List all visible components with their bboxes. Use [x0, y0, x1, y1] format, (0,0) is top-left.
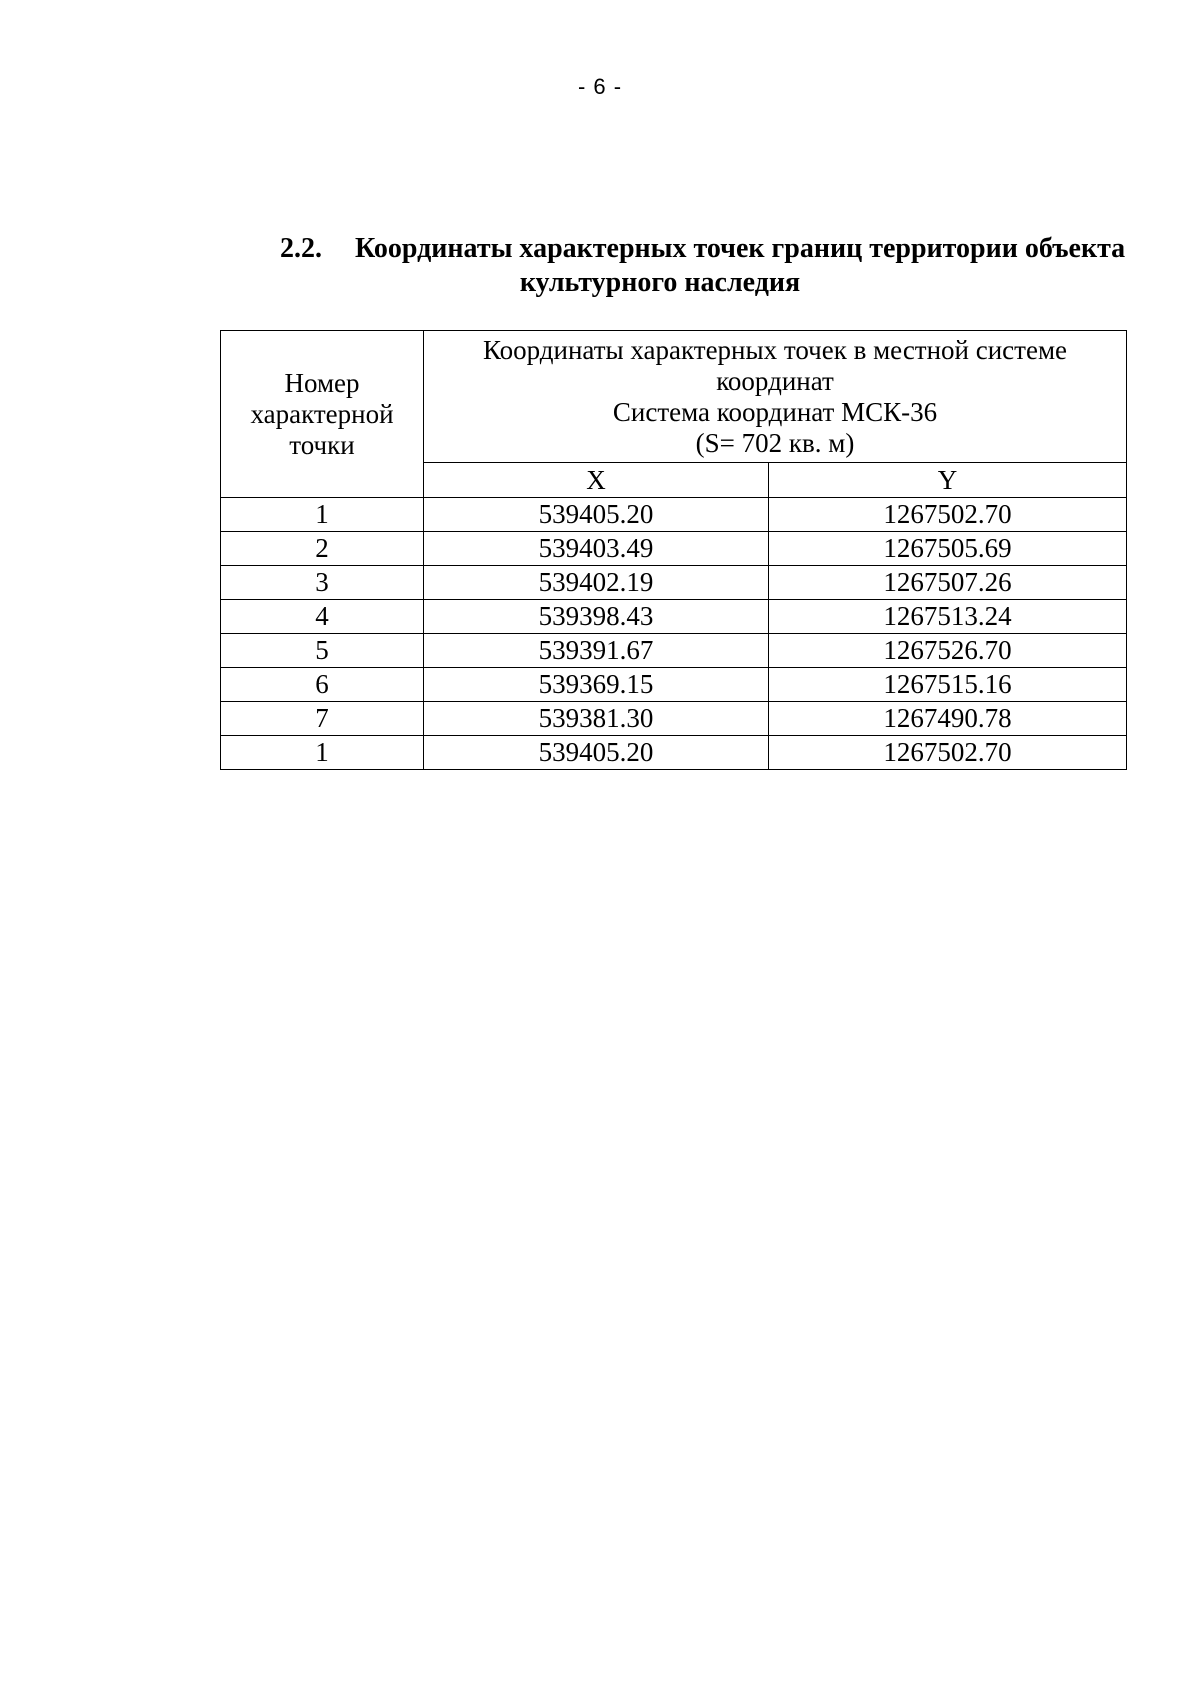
table-row — [221, 566, 1127, 600]
point-number-cell: 2 — [221, 532, 424, 566]
table-row — [221, 532, 1127, 566]
section-title-line2: культурного наследия — [519, 267, 801, 298]
y-cell: 1267515.16 — [769, 668, 1127, 702]
point-number-cell: 5 — [221, 634, 424, 668]
table-row — [221, 634, 1127, 668]
point-number-cell: 1 — [221, 498, 424, 532]
x-cell: 539369.15 — [424, 668, 769, 702]
section-number: 2.2. — [280, 233, 322, 264]
x-cell: 539405.20 — [424, 498, 769, 532]
y-cell: 1267502.70 — [769, 736, 1127, 770]
point-number-cell: 1 — [221, 736, 424, 770]
coords-header-line: координат — [716, 365, 834, 396]
point-header-line: точки — [289, 429, 355, 460]
x-cell: 539381.30 — [424, 702, 769, 736]
coordinates-header — [424, 331, 1127, 463]
x-cell: 539402.19 — [424, 566, 769, 600]
table-row — [221, 702, 1127, 736]
y-cell: 1267526.70 — [769, 634, 1127, 668]
point-number-cell: 6 — [221, 668, 424, 702]
section-heading-line1 — [280, 232, 1160, 266]
x-cell: 539403.49 — [424, 532, 769, 566]
coords-header-line: Система координат МСК-36 — [612, 396, 938, 427]
page-number: - 6 - — [577, 74, 623, 99]
table-row — [221, 668, 1127, 702]
table-row — [221, 600, 1127, 634]
x-cell: 539398.43 — [424, 600, 769, 634]
y-cell: 1267490.78 — [769, 702, 1127, 736]
table-row — [221, 736, 1127, 770]
coords-header-line: (S= 702 кв. м) — [695, 427, 855, 458]
table-row — [221, 498, 1127, 532]
coords-header-line: Координаты характерных точек в местной системе — [482, 334, 1068, 365]
x-column-header: X — [424, 463, 769, 498]
x-cell: 539391.67 — [424, 634, 769, 668]
y-column-header: Y — [769, 463, 1127, 498]
point-number-cell: 4 — [221, 600, 424, 634]
point-number-cell: 3 — [221, 566, 424, 600]
table-header-row — [221, 331, 1127, 463]
y-cell: 1267507.26 — [769, 566, 1127, 600]
point-header-line: характерной — [250, 398, 394, 429]
point-number-header — [221, 331, 424, 498]
point-header-line: Номер — [284, 367, 360, 398]
coordinates-table — [220, 330, 1127, 770]
y-cell: 1267505.69 — [769, 532, 1127, 566]
y-cell: 1267513.24 — [769, 600, 1127, 634]
section-heading — [280, 232, 1160, 300]
point-number-cell: 7 — [221, 702, 424, 736]
x-cell: 539405.20 — [424, 736, 769, 770]
section-title-line1: Координаты характерных точек границ территории объекта — [355, 233, 1126, 264]
y-cell: 1267502.70 — [769, 498, 1127, 532]
